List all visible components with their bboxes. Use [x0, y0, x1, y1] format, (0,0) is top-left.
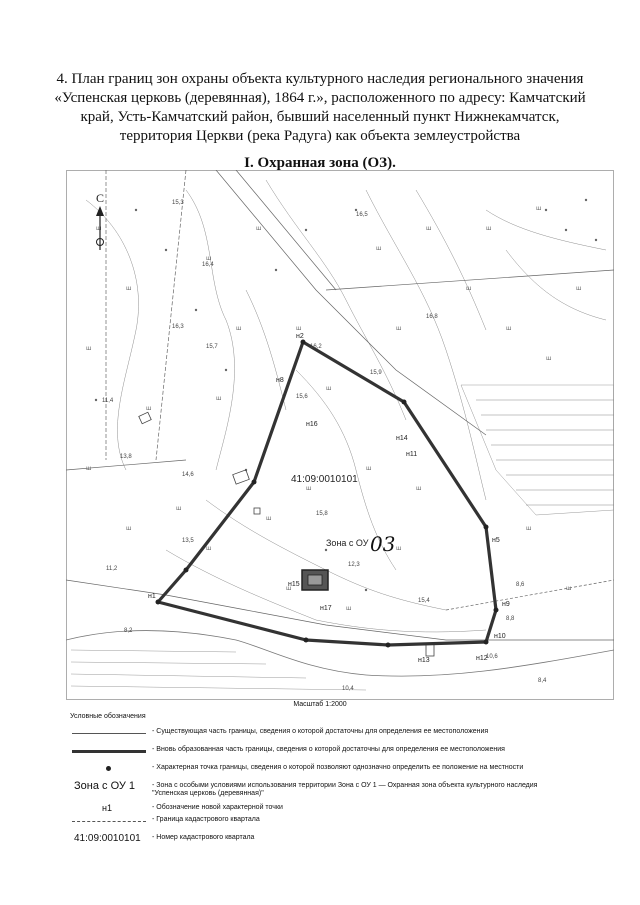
- legend-symbol-zone: [70, 780, 150, 794]
- point-label: н16: [306, 421, 318, 428]
- svg-text:ш: ш: [286, 585, 292, 592]
- heading-line-4: территория Церкви (река Радуга) как объекта землеустройства: [119, 128, 521, 144]
- elevation-label: 14,6: [182, 472, 194, 478]
- elevation-label: 15,7: [206, 344, 218, 350]
- elevation-label: 16,2: [310, 344, 322, 350]
- elevation-label: 8,6: [516, 582, 525, 588]
- svg-text:ш: ш: [86, 465, 92, 472]
- svg-text:ш: ш: [416, 485, 422, 492]
- legend-item-zone: [70, 780, 610, 802]
- legend-description: - Граница кадастрового квартала: [152, 816, 260, 823]
- svg-text:ш: ш: [146, 405, 152, 412]
- point-label: н8: [276, 377, 284, 384]
- svg-text:ш: ш: [296, 325, 302, 332]
- legend-symbol-quarter-line: [70, 814, 150, 828]
- svg-text:ш: ш: [126, 525, 132, 532]
- legend-symbol-quarter-number: [70, 832, 150, 846]
- elevation-label: 15,9: [370, 370, 382, 376]
- legend-item-new-boundary: [70, 744, 610, 758]
- elevation-label: 13,8: [120, 454, 132, 460]
- svg-text:ш: ш: [576, 285, 582, 292]
- elevation-label: 12,3: [348, 562, 360, 568]
- point-label: н9: [502, 601, 510, 608]
- legend-description: - Номер кадастрового квартала: [152, 834, 255, 841]
- svg-text:ш: ш: [216, 395, 222, 402]
- legend-description: - Существующая часть границы, сведения о которой достаточны для определения ее местоположения: [152, 728, 489, 735]
- point-label: н1: [148, 593, 156, 600]
- heading-line-1: 4. План границ зон охраны объекта культурного наследия регионального значения: [56, 71, 584, 87]
- elevation-label: 15,3: [172, 200, 184, 206]
- point-label: н10: [494, 633, 506, 640]
- svg-text:ш: ш: [176, 505, 182, 512]
- point-label: н2: [296, 333, 304, 340]
- zone-title: I. Охранная зона (ОЗ).: [244, 155, 396, 171]
- elevation-label: 8,8: [506, 616, 515, 622]
- svg-text:ш: ш: [206, 255, 212, 262]
- map-cadastral-number: 41:09:0010101: [291, 474, 358, 485]
- elevation-label: 16,4: [202, 262, 214, 268]
- elevation-label: 16,3: [172, 324, 184, 330]
- svg-text:ш: ш: [426, 225, 432, 232]
- point-label: н15: [288, 581, 300, 588]
- elevation-label: 15,4: [418, 598, 430, 604]
- legend-item-existing-boundary: [70, 726, 610, 740]
- elevation-label: 8,2: [124, 628, 133, 634]
- legend-description: - Обозначение новой характерной точки: [152, 804, 283, 811]
- svg-text:ш: ш: [566, 585, 572, 592]
- legend-symbol-thin-line: [70, 726, 150, 740]
- legend-description: - Характерная точка границы, сведения о которой позволяют однозначно определить ее положение на местности: [152, 764, 524, 771]
- svg-text:ш: ш: [86, 345, 92, 352]
- legend-item-quarter-boundary: [70, 814, 610, 828]
- legend-symbol-thick-line: [70, 744, 150, 758]
- point-label: н17: [320, 605, 332, 612]
- legend-item-boundary-point: [70, 762, 610, 776]
- legend-description: [152, 782, 612, 798]
- svg-text:ш: ш: [396, 545, 402, 552]
- legend-symbol-dot-icon: [70, 762, 150, 776]
- svg-text:ш: ш: [96, 225, 102, 232]
- svg-text:ш: ш: [526, 525, 532, 532]
- svg-text:ш: ш: [506, 325, 512, 332]
- svg-text:ш: ш: [466, 285, 472, 292]
- document-heading: [40, 70, 600, 146]
- elevation-label: 11,4: [102, 398, 114, 404]
- elevation-label: 15,6: [296, 394, 308, 400]
- north-label: С: [96, 191, 105, 205]
- elevation-label: 10,4: [342, 686, 354, 692]
- legend-description-line-1: - Зона с особыми условиями использования территории Зона с ОУ 1 — Охранная зона объекта культурного наследия: [152, 782, 538, 789]
- elevation-label: 10,6: [486, 654, 498, 660]
- legend-description-line-2: "Успенская церковь (деревянная)": [152, 790, 264, 797]
- svg-text:ш: ш: [206, 545, 212, 552]
- map-zone-label: Зона с ОУ: [326, 538, 369, 548]
- topographic-map: [66, 170, 614, 700]
- svg-text:ш: ш: [306, 485, 312, 492]
- elevation-label: 13,5: [182, 538, 194, 544]
- svg-text:ш: ш: [126, 285, 132, 292]
- legend-description: - Вновь образованная часть границы, сведения о которой достаточны для определения ее местоположения: [152, 746, 505, 753]
- svg-text:ш: ш: [486, 225, 492, 232]
- svg-text:ш: ш: [546, 355, 552, 362]
- svg-text:ш: ш: [396, 325, 402, 332]
- legend-point-text: н1: [102, 803, 112, 813]
- elevation-label: 16,5: [356, 212, 368, 218]
- map-zone-handwritten: 03: [370, 532, 396, 556]
- svg-text:ш: ш: [256, 225, 262, 232]
- elevation-label: 11,2: [106, 566, 118, 572]
- church-building: [302, 570, 328, 590]
- map-scale: Масштаб 1:2000: [293, 701, 347, 708]
- legend-item-quarter-number: [70, 832, 610, 846]
- point-label: н13: [418, 657, 430, 664]
- elevation-label: 8,4: [538, 678, 547, 684]
- elevation-label: 15,8: [316, 511, 328, 517]
- svg-text:ш: ш: [236, 325, 242, 332]
- map-frame: [67, 171, 614, 700]
- svg-text:ш: ш: [346, 605, 352, 612]
- svg-text:ш: ш: [376, 245, 382, 252]
- point-label: н14: [396, 435, 408, 442]
- legend-quarter-text: 41:09:0010101: [74, 833, 141, 844]
- svg-text:ш: ш: [536, 205, 542, 212]
- point-label: н11: [406, 451, 418, 458]
- svg-text:ш: ш: [266, 515, 272, 522]
- svg-text:ш: ш: [326, 385, 332, 392]
- svg-text:ш: ш: [366, 465, 372, 472]
- heading-line-3: край, Усть-Камчатский район, бывший населенный пункт Нижнекамчатск,: [80, 109, 560, 125]
- point-label: н5: [492, 537, 500, 544]
- heading-line-2: «Успенская церковь (деревянная), 1864 г.», расположенного по адресу: Камчатский: [54, 90, 586, 106]
- point-label: н12: [476, 655, 488, 662]
- legend-zone-text: Зона с ОУ 1: [74, 780, 136, 792]
- elevation-label: 16,8: [426, 314, 438, 320]
- legend-title: Условные обозначения: [70, 713, 146, 720]
